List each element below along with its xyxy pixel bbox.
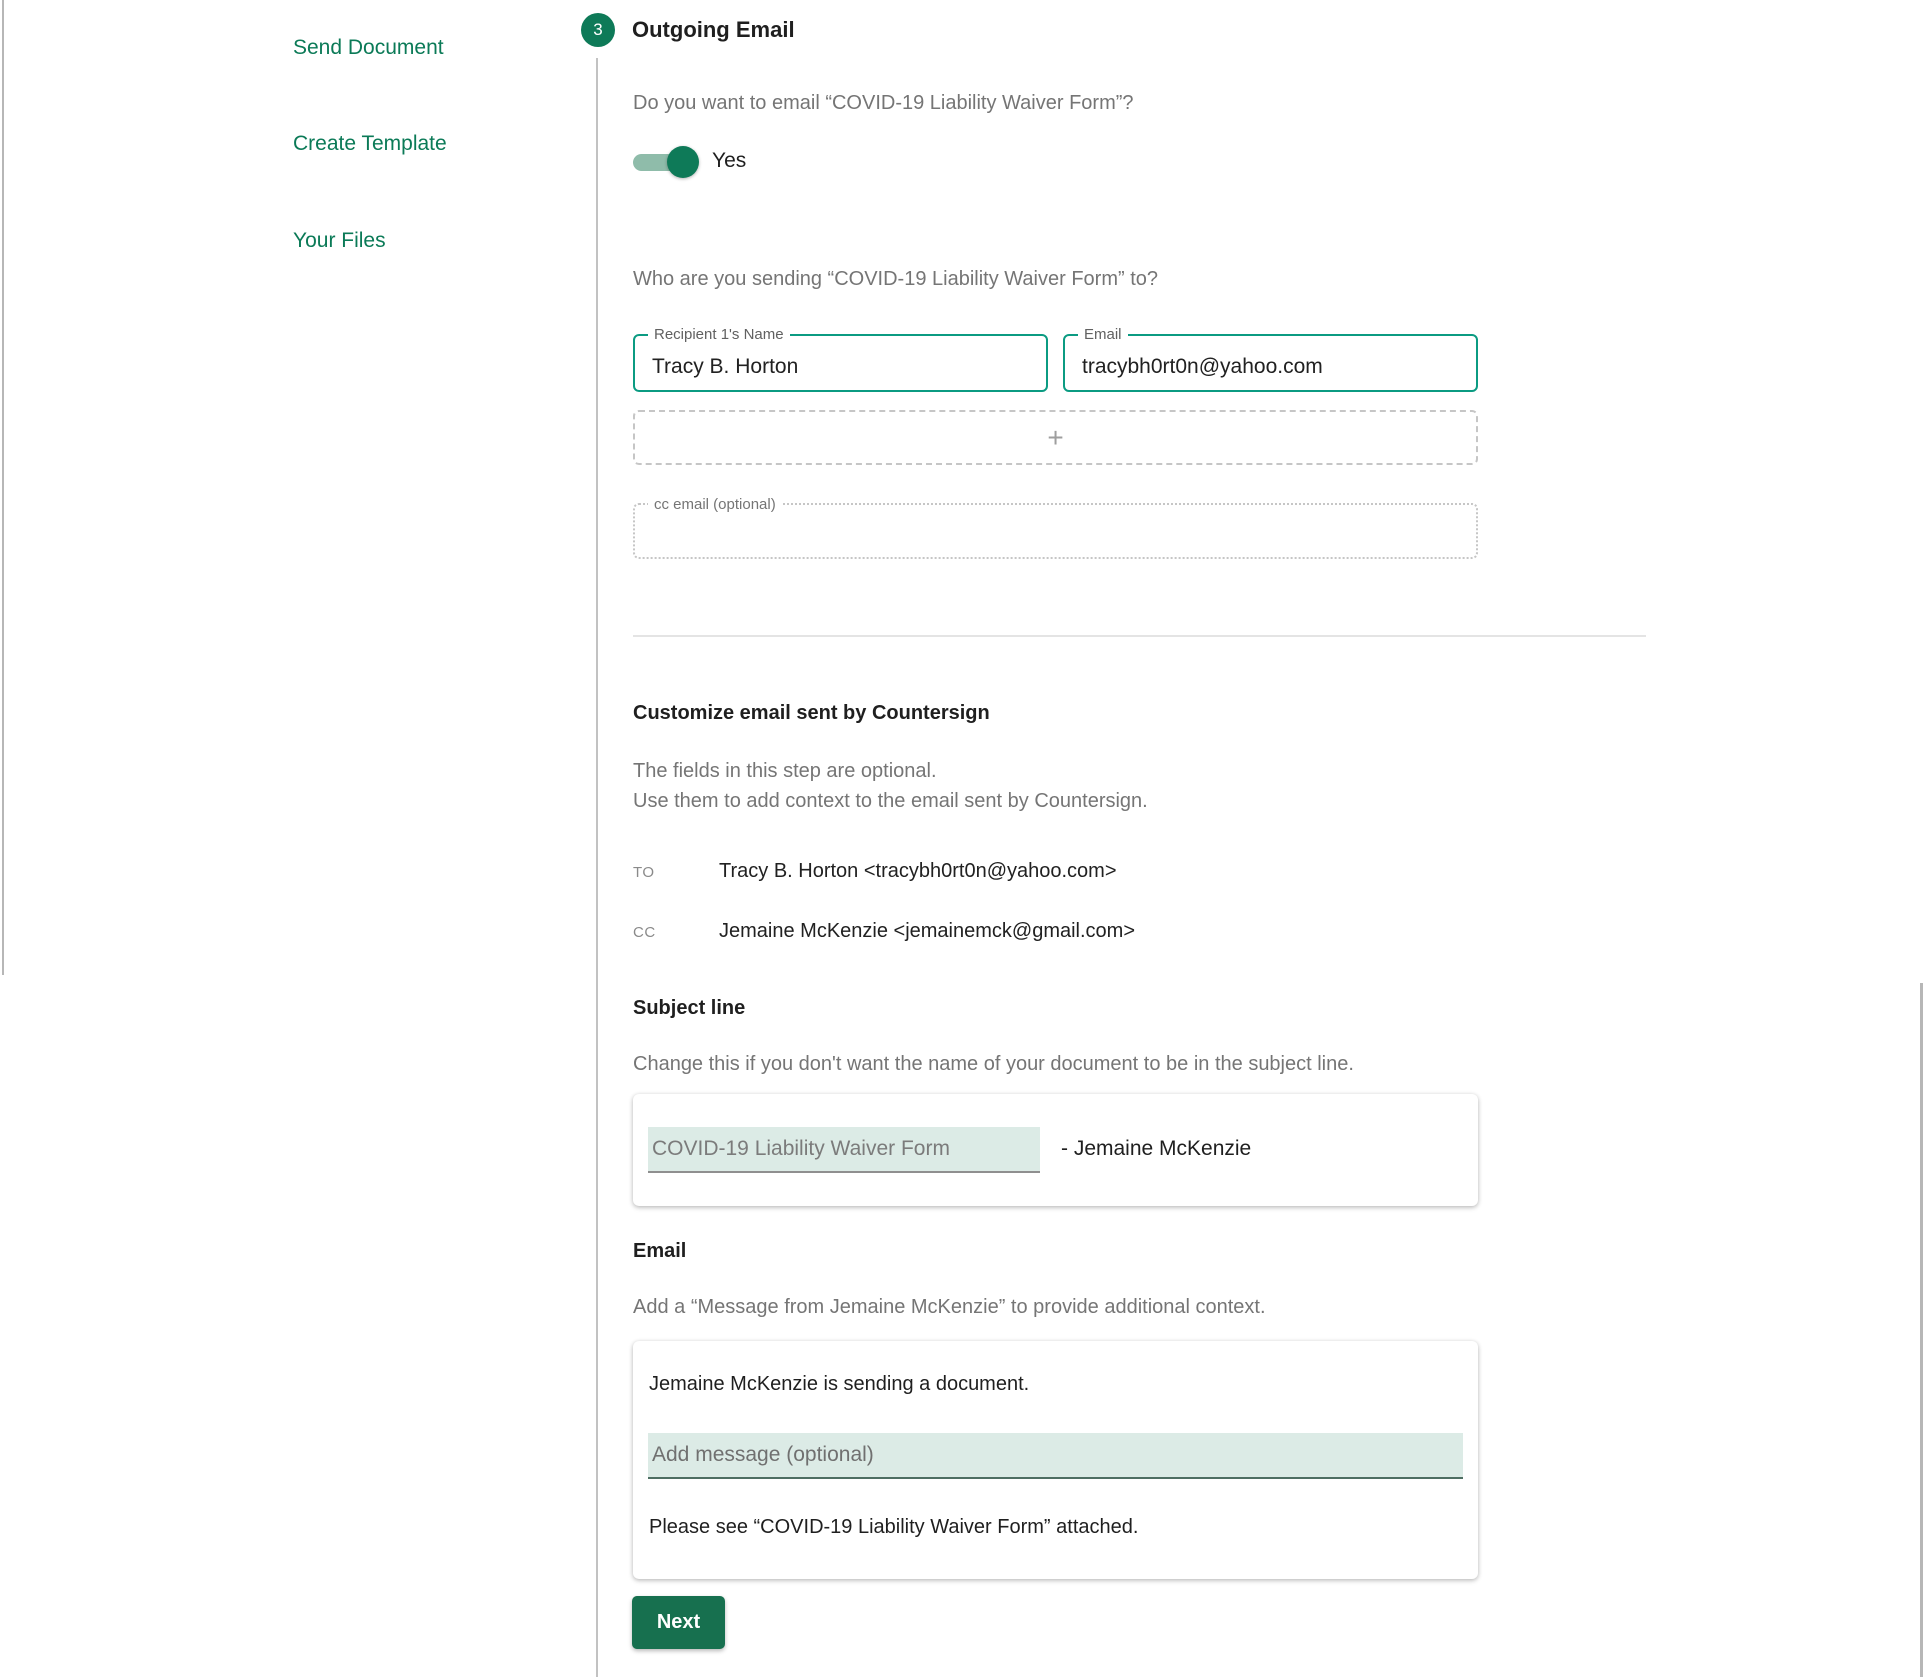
subject-suffix: - Jemaine McKenzie bbox=[1061, 1137, 1252, 1160]
email-question: Do you want to email “COVID-19 Liability Waiver Form”? bbox=[633, 92, 1134, 114]
cc-value: Jemaine McKenzie <jemainemck@gmail.com> bbox=[719, 920, 1136, 942]
cc-email-label: cc email (optional) bbox=[648, 496, 782, 513]
subject-card bbox=[633, 1094, 1478, 1206]
email-closing-line: Please see “COVID-19 Liability Waiver Form” attached. bbox=[649, 1516, 1139, 1538]
step-number-badge: 3 bbox=[581, 13, 615, 47]
recipients-question: Who are you sending “COVID-19 Liability Waiver Form” to? bbox=[633, 268, 1158, 290]
sidebar-item-send-document[interactable]: Send Document bbox=[293, 36, 444, 59]
sidebar-item-your-files[interactable]: Your Files bbox=[293, 229, 386, 252]
step-connector-line bbox=[596, 58, 598, 1677]
recipient-email-label: Email bbox=[1078, 326, 1128, 343]
recipient-name-input[interactable] bbox=[635, 336, 1046, 390]
recipient-name-label: Recipient 1's Name bbox=[648, 326, 790, 343]
step-title: Outgoing Email bbox=[632, 17, 795, 42]
page-right-border bbox=[1920, 983, 1923, 1677]
recipient-email-input[interactable] bbox=[1065, 336, 1476, 390]
customize-description-line1: The fields in this step are optional. bbox=[633, 760, 937, 782]
toggle-state-label: Yes bbox=[712, 149, 747, 172]
page-left-border bbox=[2, 0, 4, 975]
customize-heading: Customize email sent by Countersign bbox=[633, 702, 990, 724]
email-message-heading: Email bbox=[633, 1240, 687, 1262]
section-divider bbox=[633, 635, 1646, 637]
email-intro-line: Jemaine McKenzie is sending a document. bbox=[649, 1373, 1030, 1395]
customize-description-line2: Use them to add context to the email sent by Countersign. bbox=[633, 790, 1148, 812]
cc-label: CC bbox=[633, 924, 656, 941]
email-message-card bbox=[633, 1341, 1478, 1579]
toggle-thumb-icon bbox=[667, 146, 699, 178]
recipient-email-field bbox=[1063, 326, 1478, 392]
add-recipient-button[interactable] bbox=[633, 410, 1478, 465]
subject-description: Change this if you don't want the name of your document to be in the subject line. bbox=[633, 1053, 1354, 1075]
next-button[interactable]: Next bbox=[632, 1596, 725, 1649]
subject-input[interactable] bbox=[648, 1127, 1040, 1173]
plus-icon: + bbox=[1047, 421, 1064, 453]
to-label: TO bbox=[633, 864, 655, 881]
to-value: Tracy B. Horton <tracybh0rt0n@yahoo.com> bbox=[719, 860, 1117, 882]
subject-heading: Subject line bbox=[633, 997, 746, 1019]
cc-email-field bbox=[633, 496, 1478, 559]
sidebar-item-create-template[interactable]: Create Template bbox=[293, 132, 447, 155]
message-input[interactable] bbox=[648, 1433, 1463, 1479]
email-message-description: Add a “Message from Jemaine McKenzie” to provide additional context. bbox=[633, 1296, 1266, 1318]
recipient-name-field bbox=[633, 326, 1048, 392]
